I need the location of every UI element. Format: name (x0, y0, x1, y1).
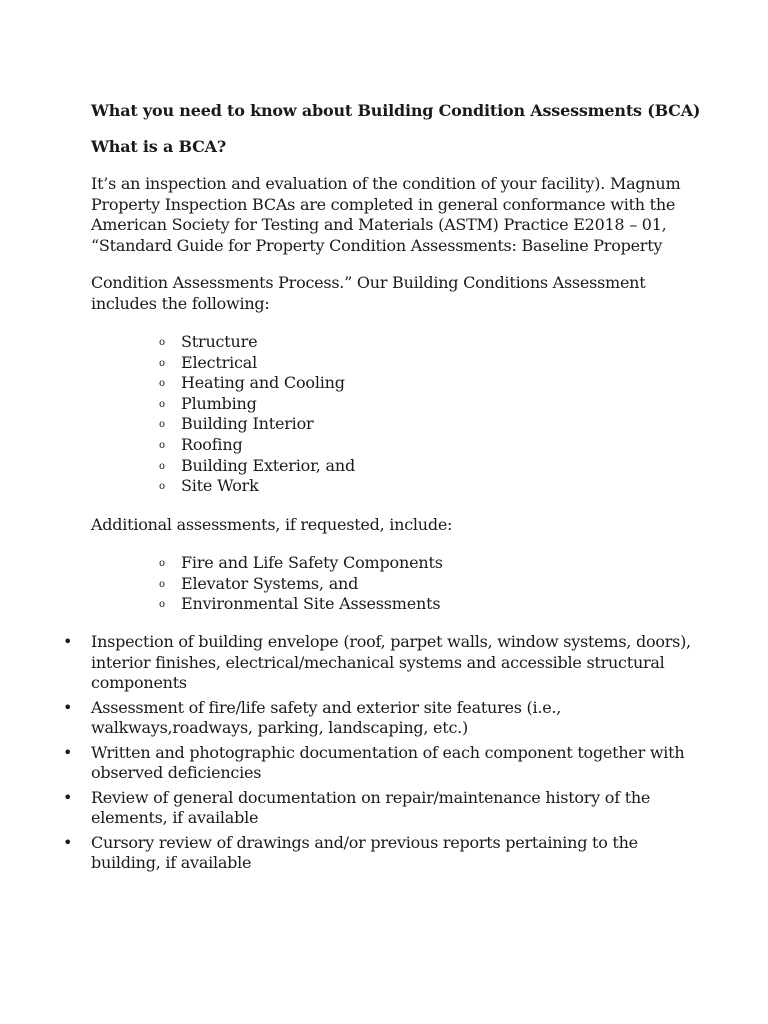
list-item-line: Review of general documentation on repair/maintenance history of the (91, 787, 651, 807)
list-item-text: Fire and Life Safety Components (181, 553, 443, 572)
circle-bullet-icon: o (159, 439, 165, 451)
bullet-icon: • (63, 742, 73, 762)
list-item (159, 353, 355, 374)
list-item (159, 476, 355, 497)
list-item-text: Building Exterior, and (181, 455, 356, 475)
list-item (63, 632, 691, 694)
paragraph-line: “Standard Guide for Property Condition Assessments: Baseline Property (91, 235, 663, 255)
list-item (159, 594, 443, 615)
bullet-icon: • (63, 832, 73, 852)
circle-bullet-icon: o (159, 378, 165, 390)
list-item-text: Structure (181, 332, 258, 351)
list-item (63, 788, 691, 829)
list-item-line: interior finishes, electrical/mechanical systems and accessible structural (91, 652, 665, 672)
list-item (63, 743, 691, 784)
paragraph-line: It’s an inspection and evaluation of the condition of your facility). Magnum (91, 174, 681, 193)
list-item-text: Environmental Site Assessments (181, 594, 441, 614)
circle-bullet-icon: o (159, 357, 165, 369)
included-items-list (159, 332, 355, 497)
list-item (63, 833, 691, 874)
paragraph-line: includes the following: (91, 293, 270, 313)
bullet-icon: • (63, 697, 73, 717)
services-bullet-list (63, 632, 691, 878)
paragraph-line: American Society for Testing and Materials (ASTM) Practice E2018 – 01, (91, 215, 667, 234)
section-heading: What is a BCA? (91, 137, 227, 156)
list-item-line: observed deficiencies (91, 763, 262, 782)
circle-bullet-icon: o (159, 481, 165, 493)
bullet-icon: • (63, 787, 73, 807)
list-item-text: Site Work (181, 476, 259, 496)
list-item-text: Roofing (181, 434, 243, 454)
list-item-line: Cursory review of drawings and/or previous reports pertaining to the (91, 832, 638, 852)
circle-bullet-icon: o (159, 337, 165, 348)
list-item-text: Plumbing (181, 393, 257, 413)
circle-bullet-icon: o (159, 398, 165, 410)
circle-bullet-icon: o (159, 419, 165, 431)
list-item-text: Heating and Cooling (181, 373, 345, 393)
list-item-line: components (91, 673, 187, 692)
list-item-line: Written and photographic documentation of each component together with (91, 742, 685, 762)
document-title: What you need to know about Building Condition Assessments (BCA) (91, 101, 701, 120)
circle-bullet-icon: o (159, 558, 165, 569)
circle-bullet-icon: o (159, 578, 165, 590)
additional-paragraph: Additional assessments, if requested, include: (91, 515, 453, 534)
list-item (159, 332, 355, 353)
list-item (159, 574, 443, 595)
list-item-line: building, if available (91, 853, 252, 872)
list-item (63, 698, 691, 739)
list-item (159, 373, 355, 394)
list-item-line: walkways,roadways, parking, landscaping, etc.) (91, 718, 468, 737)
list-item-line: elements, if available (91, 808, 259, 827)
list-item-text: Building Interior (181, 414, 314, 434)
bullet-icon: • (63, 632, 73, 651)
paragraph-line: Property Inspection BCAs are completed in general conformance with the (91, 194, 676, 214)
paragraph-line: Condition Assessments Process.” Our Building Conditions Assessment (91, 273, 646, 292)
list-item (159, 456, 355, 477)
circle-bullet-icon: o (159, 599, 165, 611)
includes-paragraph (91, 273, 645, 314)
list-item (159, 394, 355, 415)
list-item-text: Elevator Systems, and (181, 573, 359, 593)
intro-paragraph (91, 174, 680, 256)
list-item-text: Electrical (181, 352, 258, 372)
list-item (159, 553, 443, 574)
additional-items-list (159, 553, 443, 615)
circle-bullet-icon: o (159, 460, 165, 472)
list-item-line: Assessment of fire/life safety and exterior site features (i.e., (91, 697, 562, 717)
list-item (159, 435, 355, 456)
list-item (159, 414, 355, 435)
list-item-line: Inspection of building envelope (roof, parpet walls, window systems, doors), (91, 632, 691, 651)
